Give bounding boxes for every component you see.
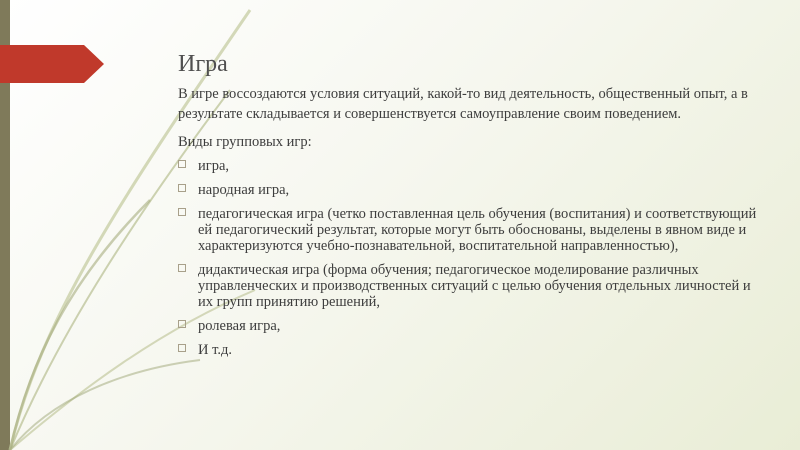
square-bullet-icon — [178, 184, 186, 192]
list-item: игра, — [178, 158, 763, 174]
list-item: И т.д. — [178, 342, 763, 358]
square-bullet-icon — [178, 160, 186, 168]
square-bullet-icon — [178, 264, 186, 272]
slide-content — [178, 50, 763, 366]
list-item: народная игра, — [178, 182, 763, 198]
square-bullet-icon — [178, 320, 186, 328]
square-bullet-icon — [178, 344, 186, 352]
list-item: дидактическая игра (форма обучения; педагогическое моделирование различных управленческих и производственных ситуаций с целью обучения отдельных личностей и их групп принятию решений, — [178, 262, 763, 310]
square-bullet-icon — [178, 208, 186, 216]
list-subheading: Виды групповых игр: — [178, 134, 312, 150]
slide-title: Игра — [178, 51, 228, 77]
list-item: ролевая игра, — [178, 318, 763, 334]
game-types-list — [178, 158, 763, 358]
red-title-tag — [0, 45, 104, 83]
intro-paragraph: В игре воссоздаются условия ситуаций, какой-то вид деятельность, общественный опыт, а в результате складывается и совершенствуется самоуправление своим поведением. — [178, 86, 748, 122]
list-item: педагогическая игра (четко поставленная цель обучения (воспитания) и соответствующий ей педагогический результат, которые могут быть обоснованы, выделены в явном виде и характеризуются учебно-познавательной, воспитательной направленностью), — [178, 206, 763, 254]
